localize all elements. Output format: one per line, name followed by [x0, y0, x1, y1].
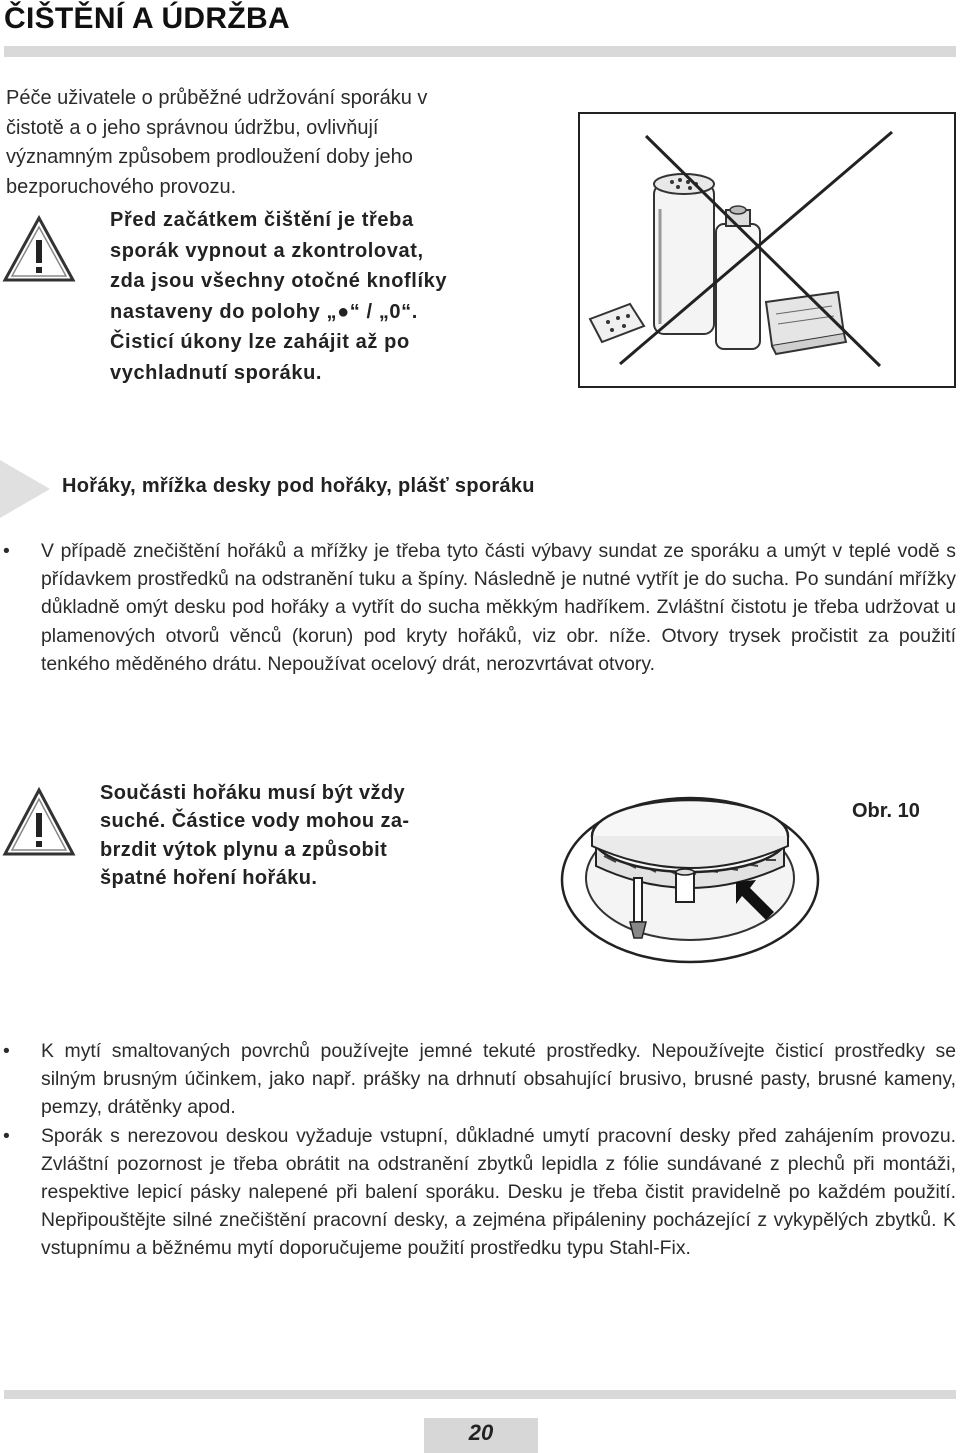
list-item — [0, 1037, 956, 1122]
list-item — [0, 537, 956, 678]
page-number: 20 — [468, 1420, 494, 1445]
warning-line: sporák vypnout a zkontrolovat, — [110, 239, 424, 262]
intro-paragraph: Péče uživatele o průběžné udržování sporáku v čistotě a o jeho správnou údržbu, ovlivňují významným způsobem prodloužení doby jeho bezporuchového provozu. — [6, 87, 428, 198]
warning-line: nastaveny do polohy „●“ / „0“. — [110, 300, 418, 323]
list-item-text: K mytí smaltovaných povrchů používejte jemné tekuté prostředky. Nepoužívejte čisticí prostředky se silným brusným účinkem, jako např. prášky na drhnutí obsahující brusivo, brusné pasty, brusné kameny, pemzy, drátěnky apod. — [41, 1040, 956, 1119]
header-divider — [4, 46, 956, 57]
section-title: Hořáky, mřížka desky pod hořáky, plášť sporáku — [62, 475, 535, 497]
warning-dry-parts-text — [100, 779, 470, 893]
surface-cleaning-list — [0, 1037, 956, 1263]
prohibited-cleaners-figure — [578, 112, 956, 388]
bullet-icon: • — [3, 1040, 10, 1062]
warning-line: vychladnutí sporáku. — [110, 361, 323, 384]
warning-line: zda jsou všechny otočné knoflíky — [110, 270, 448, 293]
list-item-text: V případě znečištění hořáků a mřížky je třeba tyto části výbavy sundat ze sporáku a umýt v teplé vodě s přídavkem prostředků na odstranění tuku a špíny. Následně je nutné vytřít je do sucha. Po sundání mřížky důkladně omýt desku pod hořáky a vytřít do sucha měkkým hadříkem. Zvláštní čistotu je třeba udržovat u plamenových otvorů věnců (korun) pod kryty hořáků, viz obr. níže. Otvory trysek pročistit za použití tenkého měděného drátu. Nepoužívat ocelový drát, nerozvrtávat otvory. — [41, 540, 956, 675]
bullet-icon: • — [3, 1124, 10, 1147]
warning-cooldown-text — [110, 205, 468, 389]
warning-line: Součásti hořáku musí být vždy — [100, 782, 406, 804]
figure-label: Obr. 10 — [852, 800, 920, 822]
prohibited-cleaners-illustration — [580, 114, 954, 386]
page-title: ČIŠTĚNÍ A ÚDRŽBA — [4, 2, 290, 35]
footer-divider — [4, 1390, 956, 1399]
burner-illustration — [560, 770, 830, 970]
warning-line: špatné hoření hořáku. — [100, 867, 318, 890]
bullet-icon: • — [3, 540, 10, 562]
list-item — [0, 1122, 956, 1263]
list-item-text: Sporák s nerezovou deskou vyžaduje vstupní, důkladné umytí pracovní desky před zahájením provozu. Zvláštní pozornost je třeba obrátit na odstranění zbytků lepidla z fólie sundávané z plechů při montáži, respektive lepicí pásky nalepené při balení sporáku. Desku je třeba čistit pravidelně po každém použití. Nepřipouštějte silné znečištění pracovní desky, a zejména připáleniny pocházející z vykypělých zbytků. K vstupnímu a běžnému mytí doporučujeme použití prostředku typu Stahl-Fix. — [41, 1124, 956, 1260]
warning-line: suché. Částice vody mohou za- — [100, 810, 410, 833]
warning-triangle-icon — [2, 787, 76, 857]
burner-cleaning-list — [0, 537, 956, 678]
warning-triangle-icon — [2, 215, 76, 283]
warning-line: brzdit výtok plynu a způsobit — [100, 838, 388, 861]
warning-line: Čisticí úkony lze zahájit až po — [110, 331, 410, 354]
section-arrow-icon — [0, 460, 52, 518]
warning-line: Před začátkem čištění je třeba — [110, 209, 414, 231]
